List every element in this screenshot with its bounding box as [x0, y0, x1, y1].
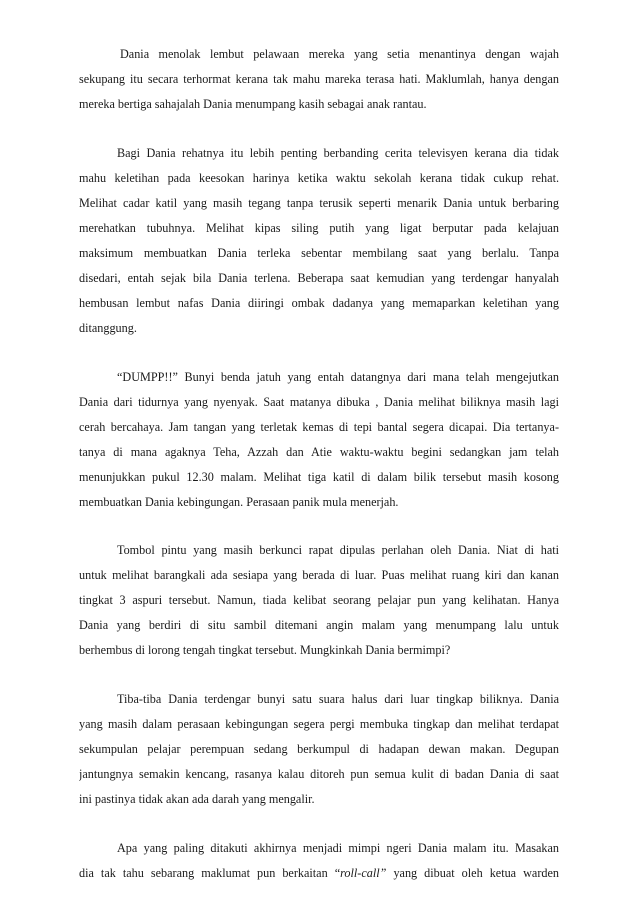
paragraph-3-line-1: “DUMPP!!” Bunyi benda jatuh yang entah datangnya dari mana telah mengejutkan — [117, 370, 559, 384]
paragraph-2-line-6: disedari, entah sejak bila Dania terlena. Beberapa saat kemudian yang terdengar hanyalah — [79, 271, 559, 285]
paragraph-5-line-2: yang masih dalam perasaan kebingungan segera pergi membuka tingkap dan melihat terdapat — [79, 717, 559, 731]
paragraph-5-line-1: Tiba-tiba Dania terdengar bunyi satu suara halus dari luar tingkap biliknya. Dania — [117, 692, 559, 706]
paragraph-2-line-5: maksimum membuatkan Dania terleka sebentar membilang saat yang berlalu. Tanpa — [79, 246, 559, 260]
line-text-before: dia tak tahu sebarang maklumat pun berkaitan “ — [79, 866, 341, 880]
paragraph-1-line-3: mereka bertiga sahajalah Dania menumpang kasih sebagai anak rantau. — [79, 97, 427, 111]
paragraph-6-line-2 — [79, 865, 559, 881]
paragraph-3-line-5: menunjukkan pukul 12.30 malam. Melihat tiga katil di dalam bilik tersebut masih kosong — [79, 470, 559, 484]
paragraph-3-line-2: Dania dari tidurnya yang nyenyak. Saat matanya dibuka , Dania melihat biliknya masih lagi — [79, 395, 559, 409]
paragraph-4-line-3: tingkat 3 aspuri tersebut. Namun, tiada kelibat seorang pelajar pun yang kelihatan. Hanya — [79, 593, 559, 607]
paragraph-3-line-4: tanya di mana agaknya Teha, Azzah dan Atie waktu-waktu begini sedangkan jam telah — [79, 445, 559, 459]
paragraph-4-line-1: Tombol pintu yang masih berkunci rapat dipulas perlahan oleh Dania. Niat di hati — [117, 543, 559, 557]
paragraph-5-line-5: ini pastinya tidak akan ada darah yang mengalir. — [79, 792, 315, 806]
paragraph-1-line-2: sekupang itu secara terhormat kerana tak mahu mareka terasa hati. Maklumlah, hanya dengan — [79, 72, 559, 86]
paragraph-2-line-7: hembusan lembut nafas Dania diiringi ombak dadanya yang memaparkan keletihan yang — [79, 296, 559, 310]
paragraph-2-line-1: Bagi Dania rehatnya itu lebih penting berbanding cerita televisyen kerana dia tidak — [117, 146, 559, 160]
paragraph-6-line-1: Apa yang paling ditakuti akhirnya menjadi mimpi ngeri Dania malam itu. Masakan — [117, 841, 559, 855]
paragraph-5-line-4: jantungnya semakin kencang, rasanya kalau ditoreh pun semua kulit di badan Dania di saat — [79, 767, 559, 781]
paragraph-3-line-6: membuatkan Dania kebingungan. Perasaan panik mula menerjah. — [79, 495, 399, 509]
paragraph-2-line-3: Melihat cadar katil yang masih tegang tanpa terusik seperti menarik Dania untuk berbaring — [79, 196, 559, 210]
paragraph-4-line-4: Dania yang berdiri di situ sambil ditemani angin malam yang menumpang lalu untuk — [79, 618, 559, 632]
paragraph-2-line-4: merehatkan tubuhnya. Melihat kipas siling putih yang ligat berputar pada kelajuan — [79, 221, 559, 235]
paragraph-1-line-1: Dania menolak lembut pelawaan mereka yang setia menantinya dengan wajah — [120, 47, 559, 61]
line-text-after: yang dibuat oleh ketua warden — [386, 866, 559, 880]
paragraph-3-line-3: cerah bercahaya. Jam tangan yang terletak kemas di tepi bantal segera dicapai. Dia tertanya- — [79, 420, 559, 434]
paragraph-5-line-3: sekumpulan pelajar perempuan sedang berkumpul di hadapan dewan makan. Degupan — [79, 742, 559, 756]
paragraph-2-line-8: ditanggung. — [79, 321, 137, 335]
paragraph-4-line-2: untuk melihat barangkali ada sesiapa yang berada di luar. Puas melihat ruang kiri dan kanan — [79, 568, 559, 582]
roll-call-italic: roll-call” — [340, 866, 387, 880]
paragraph-2-line-2: mahu keletihan pada keesokan harinya ketika waktu sekolah kerana tidak cukup rehat. — [79, 171, 559, 185]
paragraph-4-line-5: berhembus di lorong tengah tingkat tersebut. Mungkinkah Dania bermimpi? — [79, 643, 451, 657]
